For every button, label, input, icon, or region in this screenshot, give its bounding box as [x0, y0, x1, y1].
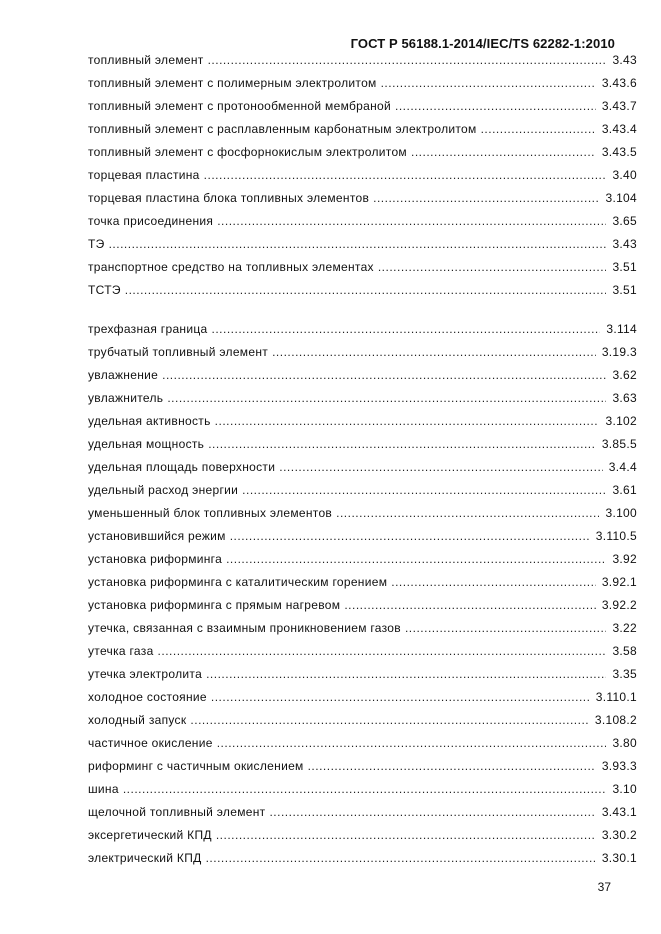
- dot-leader: [206, 850, 596, 866]
- entry-term: торцевая пластина: [88, 168, 200, 182]
- index-group-2: [88, 321, 637, 873]
- page-number: 37: [597, 880, 611, 894]
- dot-leader: [206, 666, 606, 682]
- dot-leader: [125, 282, 607, 298]
- entry-ref: 3.43: [612, 237, 637, 251]
- dot-leader: [336, 505, 599, 521]
- entry-term: холодный запуск: [88, 713, 187, 727]
- index-entry: [88, 758, 637, 781]
- index-entry: [88, 459, 637, 482]
- index-entry: [88, 144, 637, 167]
- entry-ref: 3.114: [606, 322, 637, 336]
- entry-term: ТСТЭ: [88, 283, 121, 297]
- dot-leader: [167, 390, 606, 406]
- index-entry: [88, 282, 637, 305]
- index-entry: [88, 344, 637, 367]
- dot-leader: [230, 528, 590, 544]
- index-entry: [88, 367, 637, 390]
- dot-leader: [217, 735, 607, 751]
- entry-ref: 3.43.1: [601, 805, 637, 819]
- entry-term: топливный элемент с расплавленным карбонатным электролитом: [88, 122, 477, 136]
- entry-ref: 3.108.2: [594, 713, 637, 727]
- index-entry: [88, 213, 637, 236]
- entry-term: риформинг с частичным окислением: [88, 759, 304, 773]
- index-entry: [88, 597, 637, 620]
- entry-ref: 3.100: [605, 506, 637, 520]
- entry-ref: 3.35: [612, 667, 637, 681]
- dot-leader: [279, 459, 603, 475]
- dot-leader: [411, 144, 596, 160]
- entry-ref: 3.63: [612, 391, 637, 405]
- entry-ref: 3.58: [612, 644, 637, 658]
- dot-leader: [308, 758, 596, 774]
- dot-leader: [381, 75, 596, 91]
- entry-ref: 3.22: [612, 621, 637, 635]
- entry-ref: 3.51: [612, 260, 637, 274]
- entry-term: холодное состояние: [88, 690, 207, 704]
- entry-term: установка риформинга: [88, 552, 223, 566]
- entry-ref: 3.51: [612, 283, 637, 297]
- dot-leader: [216, 827, 596, 843]
- dot-leader: [226, 551, 606, 567]
- entry-term: топливный элемент с протонообменной мембраной: [88, 99, 392, 113]
- entry-ref: 3.102: [605, 414, 637, 428]
- index-entry: [88, 574, 637, 597]
- entry-term: эксергетический КПД: [88, 828, 212, 842]
- entry-term: установка риформинга с прямым нагревом: [88, 598, 341, 612]
- index-entry: [88, 643, 637, 666]
- entry-term: удельная мощность: [88, 437, 205, 451]
- entry-ref: 3.43: [612, 53, 637, 67]
- entry-term: трубчатый топливный элемент: [88, 345, 269, 359]
- dot-leader: [373, 190, 599, 206]
- entry-term: топливный элемент: [88, 53, 204, 67]
- entry-ref: 3.92: [612, 552, 637, 566]
- entry-term: частичное окисление: [88, 736, 213, 750]
- index-entry: [88, 620, 637, 643]
- dot-leader: [109, 236, 607, 252]
- entry-ref: 3.43.4: [601, 122, 637, 136]
- entry-ref: 3.4.4: [608, 460, 637, 474]
- entry-term: уменьшенный блок топливных элементов: [88, 506, 333, 520]
- index-entry: [88, 712, 637, 735]
- index-entry: [88, 482, 637, 505]
- entry-ref: 3.104: [605, 191, 637, 205]
- index-entry: [88, 781, 637, 804]
- entry-ref: 3.85.5: [601, 437, 637, 451]
- entry-term: удельная площадь поверхности: [88, 460, 276, 474]
- entry-ref: 3.65: [612, 214, 637, 228]
- entry-term: торцевая пластина блока топливных элементов: [88, 191, 370, 205]
- entry-ref: 3.43.5: [601, 145, 637, 159]
- entry-term: шина: [88, 782, 119, 796]
- entry-ref: 3.43.7: [601, 99, 637, 113]
- index-entry: [88, 735, 637, 758]
- index-entry: [88, 121, 637, 144]
- index-entry: [88, 689, 637, 712]
- entry-term: щелочной топливный элемент: [88, 805, 266, 819]
- entry-term: электрический КПД: [88, 851, 202, 865]
- dot-leader: [211, 689, 590, 705]
- index-entry: [88, 167, 637, 190]
- entry-ref: 3.93.3: [601, 759, 637, 773]
- entry-ref: 3.40: [612, 168, 637, 182]
- entry-term: утечка, связанная с взаимным проникновением газов: [88, 621, 401, 635]
- entry-ref: 3.62: [612, 368, 637, 382]
- dot-leader: [269, 804, 595, 820]
- entry-ref: 3.92.2: [601, 598, 637, 612]
- dot-leader: [212, 321, 601, 337]
- entry-ref: 3.110.5: [595, 529, 637, 543]
- entry-term: транспортное средство на топливных элементах: [88, 260, 374, 274]
- entry-term: увлажнитель: [88, 391, 164, 405]
- entry-term: увлажнение: [88, 368, 159, 382]
- index-entry: [88, 528, 637, 551]
- dot-leader: [405, 620, 606, 636]
- entry-term: ТЭ: [88, 237, 105, 251]
- dot-leader: [378, 259, 607, 275]
- entry-ref: 3.61: [612, 483, 637, 497]
- dot-leader: [215, 413, 600, 429]
- dot-leader: [208, 436, 596, 452]
- dot-leader: [272, 344, 596, 360]
- entry-term: топливный элемент с полимерным электролитом: [88, 76, 377, 90]
- entry-ref: 3.80: [612, 736, 637, 750]
- index-entry: [88, 75, 637, 98]
- entry-term: утечка электролита: [88, 667, 203, 681]
- dot-leader: [344, 597, 596, 613]
- document-header: ГОСТ Р 56188.1-2014/IEC/TS 62282-1:2010: [350, 36, 615, 51]
- dot-leader: [208, 52, 607, 68]
- index-entry: [88, 390, 637, 413]
- entry-ref: 3.43.6: [601, 76, 637, 90]
- dot-leader: [158, 643, 607, 659]
- dot-leader: [242, 482, 606, 498]
- index-group-1: [88, 52, 637, 305]
- dot-leader: [123, 781, 607, 797]
- dot-leader: [395, 98, 596, 114]
- dot-leader: [481, 121, 596, 137]
- entry-term: установка риформинга с каталитическим горением: [88, 575, 388, 589]
- index-entry: [88, 52, 637, 75]
- entry-term: удельная активность: [88, 414, 211, 428]
- index-entry: [88, 98, 637, 121]
- entry-ref: 3.10: [612, 782, 637, 796]
- index-entry: [88, 236, 637, 259]
- dot-leader: [391, 574, 596, 590]
- entry-ref: 3.110.1: [595, 690, 637, 704]
- index-entry: [88, 804, 637, 827]
- index-entry: [88, 321, 637, 344]
- entry-ref: 3.30.1: [601, 851, 637, 865]
- entry-term: установившийся режим: [88, 529, 226, 543]
- entry-term: удельный расход энергии: [88, 483, 239, 497]
- entry-ref: 3.30.2: [601, 828, 637, 842]
- entry-ref: 3.19.3: [601, 345, 637, 359]
- dot-leader: [162, 367, 606, 383]
- index-entry: [88, 551, 637, 574]
- index-entry: [88, 827, 637, 850]
- entry-term: трехфазная граница: [88, 322, 208, 336]
- index-entry: [88, 413, 637, 436]
- entry-ref: 3.92.1: [601, 575, 637, 589]
- dot-leader: [217, 213, 606, 229]
- index-entry: [88, 190, 637, 213]
- entry-term: точка присоединения: [88, 214, 214, 228]
- entry-term: топливный элемент с фосфорнокислым электролитом: [88, 145, 407, 159]
- index-entry: [88, 436, 637, 459]
- index-entry: [88, 505, 637, 528]
- index-entry: [88, 259, 637, 282]
- index-entry: [88, 666, 637, 689]
- index-entry: [88, 850, 637, 873]
- dot-leader: [190, 712, 588, 728]
- term-index: [88, 52, 637, 873]
- dot-leader: [204, 167, 607, 183]
- entry-term: утечка газа: [88, 644, 154, 658]
